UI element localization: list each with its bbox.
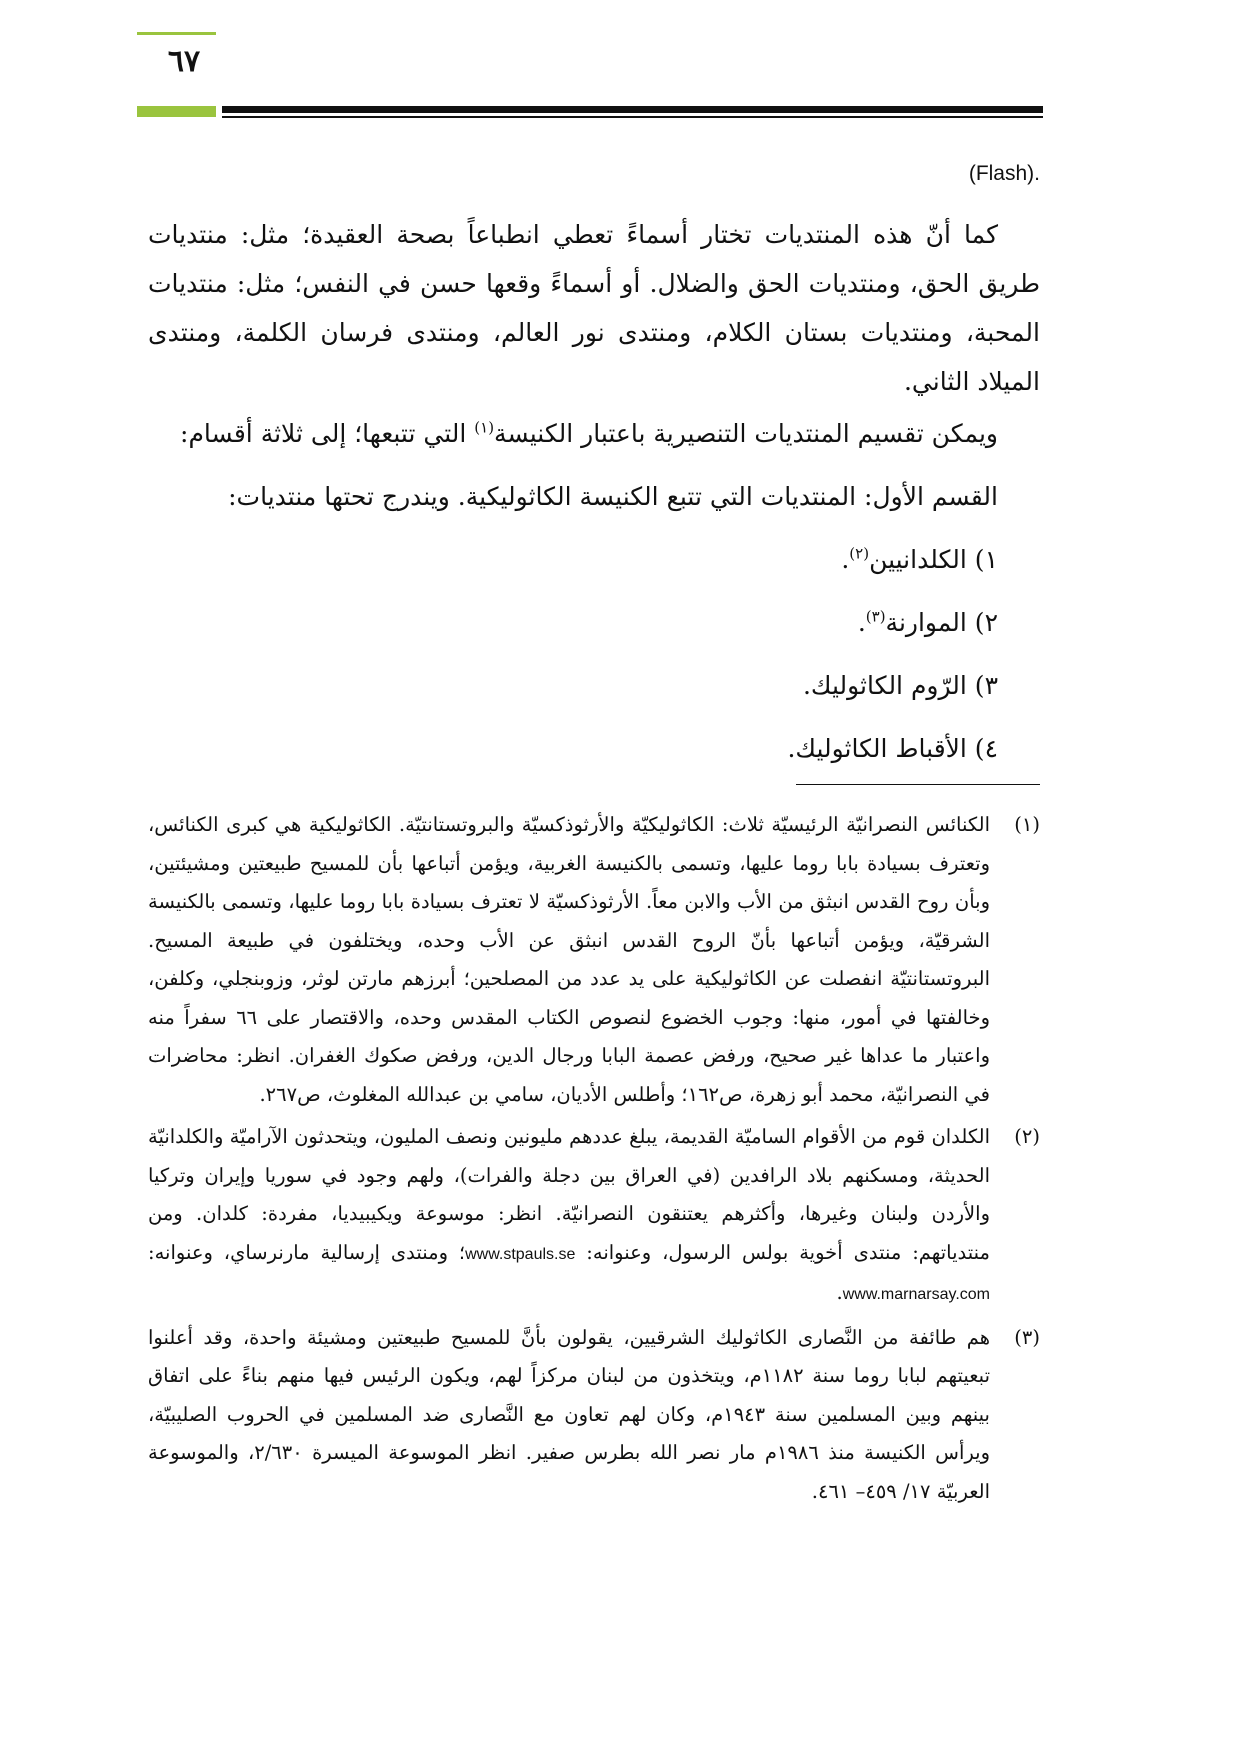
footnote-text: الكلدان قوم من الأقوام الساميّة القديمة، يبلغ عددهم مليونين ونصف المليون، ويتحدثون الآراميّة والكلدانيّة الحديثة، ومسكنهم بلاد الرافدين (في العراق بين دجلة والفرات)، ولهم وجود في سوريا وإيران وتركيا والأردن ولبنان وغيرها، وأكثرهم يعتنقون النصرانيّة. انظر: موسوعة ويكيبيديا، مفردة: كلدان. ومن منتدياتهم: منتدى أخوية بولس الرسول، وعنوانه: bbox=[148, 1125, 990, 1264]
flash-line: .(Flash) bbox=[968, 162, 1040, 185]
footnote-ref-1: (١) bbox=[474, 418, 495, 437]
footnotes bbox=[148, 806, 1040, 1511]
footnote-text: هم طائفة من النَّصارى الكاثوليك الشرقيين، يقولون بأنَّ للمسيح طبيعتين ومشيئة واحدة، وقد أعلنوا تبعيتهم لبابا روما سنة ١١٨٢م، ويتخذون من لبنان مركزاً لهم، ويكون الرئيس فيها منهم بناءً على اتفاق بينهم وبين المسلمين سنة ١٩٤٣م، وكان لهم تعاون مع النَّصارى ضد المسلمين في الحروب الصليبيّة، ويرأس الكنيسة منذ ١٩٨٦م مار نصر الله بطرس صفير. انظر الموسوعة الميسرة ٢/٦٣٠، والموسوعة العربيّة ١٧/ ٤٥٩– ٤٦١. bbox=[148, 1325, 991, 1503]
footnote-text: الكنائس النصرانيّة الرئيسيّة ثلاث: الكاثوليكيّة والأرثوذكسيّة والبروتستانتيّة. الكاثوليكية هي كبرى الكنائس، وتعترف بسيادة بابا روما عليها، وتسمى بالكنيسة الغربية، ويؤمن أتباعها بأن للمسيح طبيعتين ومشيئتين، وبأن روح القدس انبثق من الأب والابن معاً. الأرثوذكسيّة لا تعترف بسيادة بابا روما عليها، وتسمى بالكنيسة الشرقيّة، ويؤمن أتباعها بأنّ الروح القدس انبثق عن الأب وحده، ويختلفون في طبيعة المسيح. البروتستانتيّة انفصلت عن الكاثوليكية على يد عدد من المصلحين؛ أبرزهم مارتن لوثر، وزوبنجلي، وكلفن، وخالفتها في أمور، منها: وجوب الخضوع لنصوص الكتاب المقدس وحده، والاقتصار على ٦٦ سفراً منه واعتبار ما عداها غير صحيح، ورفض عصمة البابا ورجال الدين، ورفض صكوك الغفران. انظر: محاضرات في النصرانيّة، محمد أبو زهرة، ص١٦٢؛ وأطلس الأديان، سامي بن عبدالله المغلوث، ص٢٦٧. bbox=[148, 813, 991, 1106]
footnote-number: (٢) bbox=[1014, 1125, 1040, 1148]
footnote-number: (٣) bbox=[1014, 1325, 1040, 1349]
header-rule-thin bbox=[222, 116, 1043, 118]
header-rule-thick bbox=[222, 106, 1043, 113]
footnote-link-stpauls[interactable]: www.stpauls.se bbox=[465, 1245, 576, 1263]
header-accent-block bbox=[137, 106, 216, 117]
footnote-2: (٢) الكلدان قوم من الأقوام الساميّة القديمة، يبلغ عددهم مليونين ونصف المليون، ويتحدثون الآراميّة والكلدانيّة الحديثة، ومسكنهم بلاد الرافدين (في العراق بين دجلة والفرات)، ولهم وجود في سوريا وإيران وتركيا والأردن ولبنان وغيرها، وأكثرهم يعتنقون النصرانيّة. انظر: موسوعة ويكيبيديا، مفردة: كلدان. ومن منتدياتهم: منتدى أخوية بولس الرسول، وعنوانه: www.stpauls.se؛ ومنتدى إرسالية مارنرساي، وعنوانه: www.marnarsay.com. bbox=[148, 1118, 1040, 1315]
footnote-ref-3: (٣) bbox=[865, 607, 886, 626]
main-text bbox=[148, 210, 1040, 773]
footnote-1 bbox=[148, 806, 1040, 1114]
list-item: ٣) الرّوم الكاثوليك. bbox=[802, 671, 998, 700]
footnote-text-mid: ؛ ومنتدى إرسالية مارنرساي، وعنوانه: bbox=[148, 1240, 466, 1264]
header-accent-line bbox=[137, 32, 216, 35]
paragraph-forum-names: كما أنّ هذه المنتديات تختار أسماءً تعطي انطباعاً بصحة العقيدة؛ مثل: منتديات طريق الحق، ومنتديات الحق والضلال. أو أسماءً وقعها حسن في النفس؛ مثل: منتديات المحبة، ومنتديات بستان الكلام، ومنتدى نور العالم، ومنتدى فرسان الكلمة، ومنتدى الميلاد الثاني. bbox=[148, 220, 1040, 396]
paragraph-division bbox=[148, 409, 1040, 458]
paragraph-first-section: القسم الأول: المنتديات التي تتبع الكنيسة الكاثوليكية. ويندرج تحتها منتديات: bbox=[228, 482, 998, 511]
footnote-3 bbox=[148, 1319, 1040, 1512]
footnote-separator bbox=[796, 784, 1040, 785]
footnote-link-marnarsay[interactable]: www.marnarsay.com bbox=[842, 1286, 990, 1303]
paragraph-division-text: ويمكن تقسيم المنتديات التنصيرية باعتبار الكنيسة bbox=[494, 419, 998, 448]
paragraph-division-end: التي تتبعها؛ إلى ثلاثة أقسام: bbox=[180, 419, 475, 448]
list-item: ٤) الأقباط الكاثوليك. bbox=[787, 734, 998, 763]
list-item: ٢) الموارنة$^{(٣)}$. bbox=[857, 607, 998, 637]
footnote-number: (١) bbox=[1014, 813, 1040, 836]
list-item: ١) الكلدانيين$^{(٢)}$. bbox=[841, 544, 998, 574]
page-number: ٦٧ bbox=[167, 44, 201, 79]
footnote-ref-2: (٢) bbox=[849, 544, 870, 563]
